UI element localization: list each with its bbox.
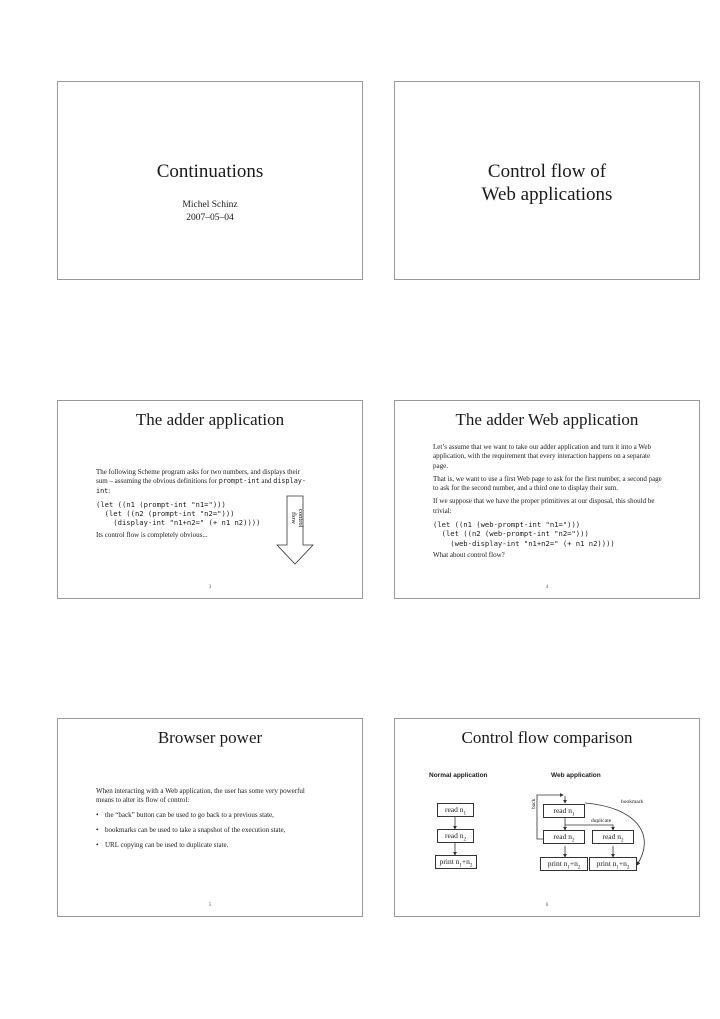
page-number: 3 xyxy=(208,585,212,590)
slide-title-line-1: Control flow of xyxy=(487,161,607,182)
slide-title: Browser power xyxy=(157,728,263,747)
normal-application-heading: Normal application xyxy=(429,772,488,779)
slide-title: The adder application xyxy=(135,410,285,429)
web-print-box: print $n_1+n_2$ xyxy=(540,857,588,871)
slide-title: Continuations xyxy=(156,161,264,182)
arrow-label-flow: flow xyxy=(290,512,297,524)
duplicate-label: duplicate xyxy=(591,818,612,824)
intro-and: and xyxy=(261,477,272,486)
web-read-n1-box: read $n_1$ xyxy=(543,804,585,818)
web-application-heading: Web application xyxy=(551,772,601,779)
paragraph-3: If we suppose that we have the proper primitives at our disposal, this should be trivial: xyxy=(433,497,655,515)
slide-title: The adder Web application xyxy=(455,410,639,429)
slide-body xyxy=(433,443,663,564)
paragraph-4: What about control flow? xyxy=(433,550,505,559)
web-print-duplicate-box: print $n_1+n_2$ xyxy=(589,857,637,871)
control-flow-arrow xyxy=(58,401,364,600)
slide-6 xyxy=(394,718,700,917)
arrow-label-control: control xyxy=(297,509,304,528)
intro-paragraph: When interacting with a Web application, the user has some very powerful means to alter its flow of control: xyxy=(96,787,305,805)
page-number: 6 xyxy=(545,903,549,908)
normal-read-n2-box: read $n_2$ xyxy=(437,829,474,843)
intro-colon: : xyxy=(108,486,111,495)
code-line-3: (web-display-int "n1+n2=" (+ n1 n2)))) xyxy=(433,538,615,548)
code-line-2: (let ((n2 (prompt-int "n2="))) xyxy=(96,509,235,519)
slide-5 xyxy=(57,718,363,917)
normal-read-n1-box: read $n_1$ xyxy=(437,803,474,817)
page-number: 4 xyxy=(545,585,549,590)
paragraph-2: That is, we want to use a first Web page to ask for the first number, a second page to ask for the second number, and a third one to display their sum. xyxy=(433,474,662,493)
page-number: 5 xyxy=(208,903,212,908)
code-line-1: (let ((n1 (web-prompt-int "n1="))) xyxy=(433,520,581,530)
bookmark-label: bookmark xyxy=(621,799,644,805)
list-item: • bookmarks can be used to take a snapshot of the execution state, xyxy=(96,826,316,835)
code-line-2: (let ((n2 (web-prompt-int "n2="))) xyxy=(433,529,589,539)
code-line-1: (let ((n1 (prompt-int "n1="))) xyxy=(96,499,226,509)
normal-print-box: print $n_1+n_2$ xyxy=(435,855,477,869)
bullet-list xyxy=(96,811,316,851)
web-read-n2-duplicate-box: read $n_2$ xyxy=(592,830,634,844)
web-read-n2-box: read $n_2$ xyxy=(543,830,585,844)
list-item: • the “back” button can be used to go back to a previous state, xyxy=(96,811,316,820)
slide-4 xyxy=(394,400,700,599)
code-line-3: (display-int "n1+n2=" (+ n1 n2)))) xyxy=(96,518,261,528)
slide-3 xyxy=(57,400,363,599)
paragraph-1: Let’s assume that we want to take our adder application and turn it into a Web application, with the requirement that every interaction happens on a separate page. xyxy=(433,443,651,470)
date: 2007–05–04 xyxy=(186,213,234,223)
intro-text: The following Scheme program asks for two numbers, and displays their sum – assuming the obvious definitions for xyxy=(96,468,300,486)
slide-title-line-2: Web applications xyxy=(481,184,613,205)
inline-code-display-int: display-int xyxy=(96,477,306,495)
control-flow-diagram-lines xyxy=(395,719,701,918)
slide-2 xyxy=(394,81,700,280)
author: Michel Schinz xyxy=(182,200,238,210)
slide-1 xyxy=(57,81,363,280)
outro-paragraph: Its control flow is completely obvious... xyxy=(96,530,208,539)
inline-code-prompt-int: prompt-int xyxy=(218,477,260,486)
list-item: • URL copying can be used to duplicate state. xyxy=(96,841,316,850)
back-label: back xyxy=(531,798,537,809)
slide-title: Control flow comparison xyxy=(461,728,633,747)
slide-body xyxy=(96,787,316,856)
